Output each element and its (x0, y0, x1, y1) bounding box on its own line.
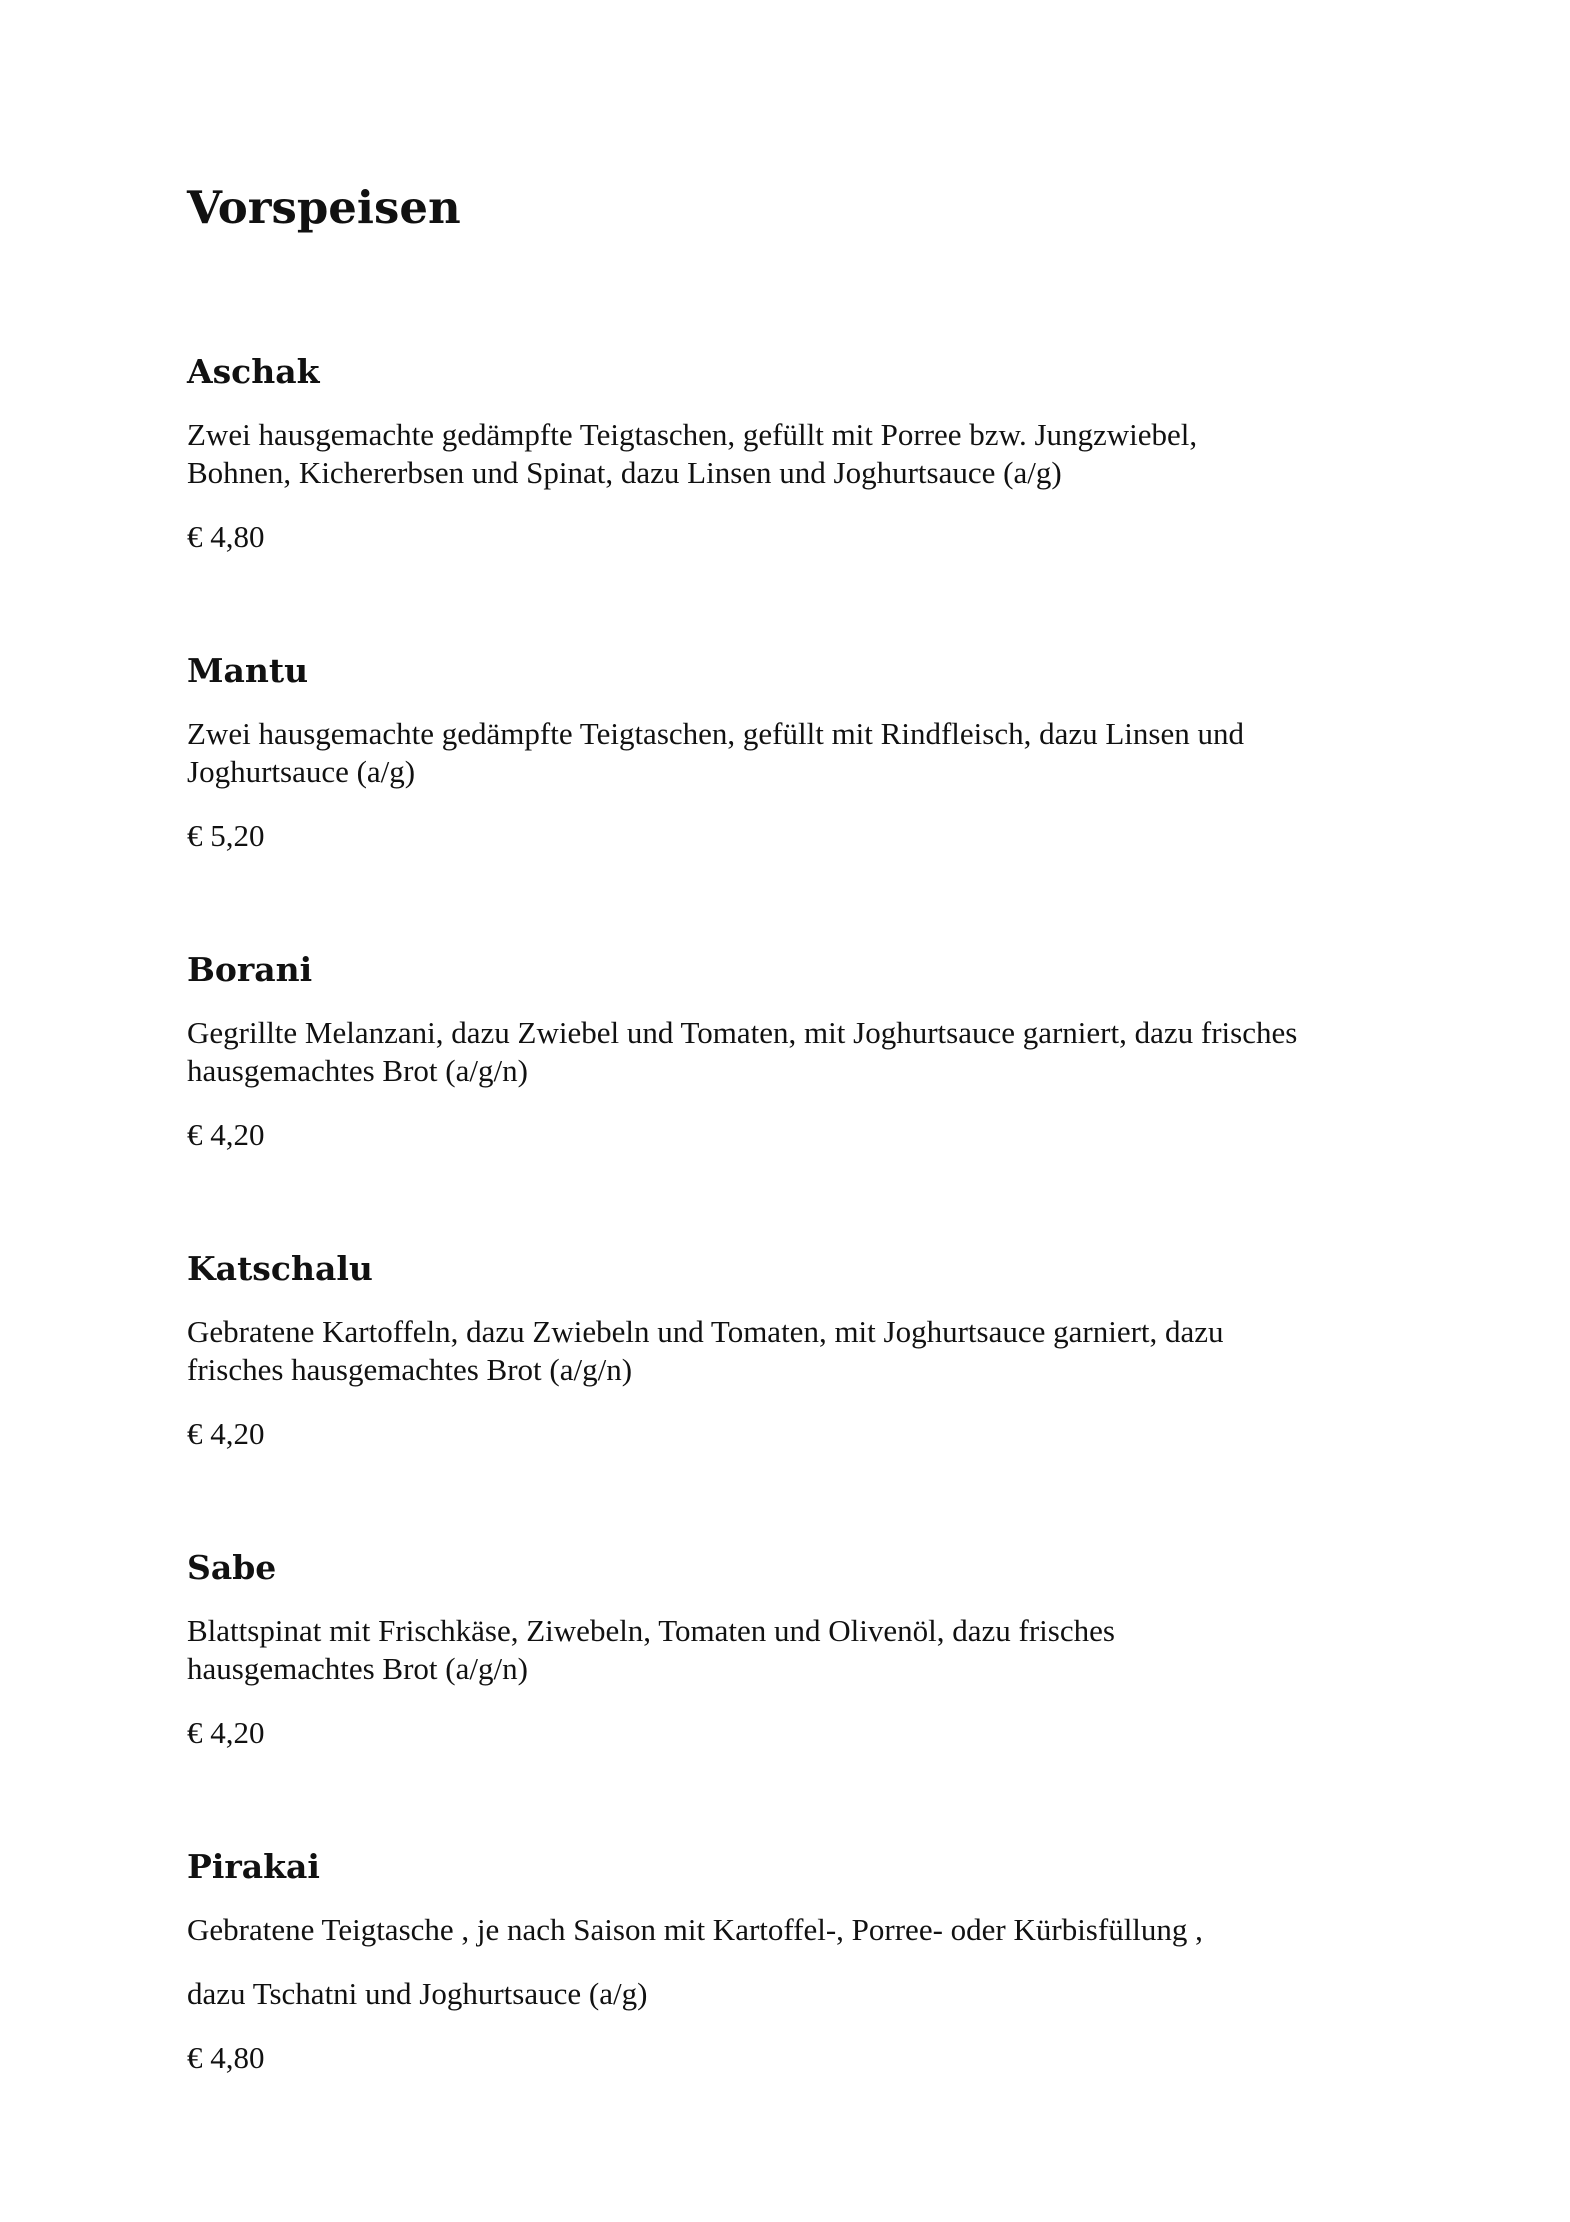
dish-name: Sabe (187, 1548, 277, 1587)
dish-description-line: Blattspinat mit Frischkäse, Ziwebeln, Tomaten und Olivenöl, dazu frisches (187, 1613, 1115, 1648)
dish-price: € 4,80 (187, 519, 265, 554)
dish-description (187, 1911, 1427, 2013)
dish-description-line: Zwei hausgemachte gedämpfte Teigtaschen, gefüllt mit Porree bzw. Jungzwiebel, (187, 417, 1198, 452)
dish-description-line: hausgemachtes Brot (a/g/n) (187, 1053, 528, 1088)
dish-name: Mantu (187, 651, 309, 690)
dish-borani (187, 948, 1427, 1154)
dish-description-line: dazu Tschatni und Joghurtsauce (a/g) (187, 1976, 648, 2011)
dish-price: € 4,20 (187, 1416, 265, 1451)
dish-aschak (187, 350, 1427, 556)
dish-name: Borani (187, 950, 313, 989)
dish-katschalu (187, 1247, 1427, 1453)
dish-description-line: Zwei hausgemachte gedämpfte Teigtaschen, gefüllt mit Rindfleisch, dazu Linsen und (187, 716, 1244, 751)
dish-description (187, 715, 1427, 791)
page-title: Vorspeisen (187, 181, 461, 234)
dish-description (187, 1612, 1427, 1688)
menu-page (187, 180, 1427, 2075)
dish-price: € 4,80 (187, 2040, 265, 2075)
dish-mantu (187, 649, 1427, 855)
dish-description-line: Gegrillte Melanzani, dazu Zwiebel und Tomaten, mit Joghurtsauce garniert, dazu frisches (187, 1015, 1298, 1050)
dish-price: € 5,20 (187, 818, 265, 853)
dish-description-line: hausgemachtes Brot (a/g/n) (187, 1651, 528, 1686)
dish-description-line: frisches hausgemachtes Brot (a/g/n) (187, 1352, 633, 1387)
dish-description-line: Gebratene Kartoffeln, dazu Zwiebeln und Tomaten, mit Joghurtsauce garniert, dazu (187, 1314, 1224, 1349)
dish-description (187, 416, 1427, 492)
dish-description (187, 1014, 1427, 1090)
dish-description-line: Joghurtsauce (a/g) (187, 754, 416, 789)
dish-name: Pirakai (187, 1847, 320, 1886)
dish-description-line: Bohnen, Kichererbsen und Spinat, dazu Linsen und Joghurtsauce (a/g) (187, 455, 1062, 490)
dish-name: Katschalu (187, 1249, 373, 1288)
dish-description (187, 1313, 1427, 1389)
dish-description-line: Gebratene Teigtasche , je nach Saison mit Kartoffel-, Porree- oder Kürbisfüllung , (187, 1912, 1203, 1947)
dish-price: € 4,20 (187, 1117, 265, 1152)
dish-sabe (187, 1546, 1427, 1752)
dish-price: € 4,20 (187, 1715, 265, 1750)
dish-name: Aschak (187, 352, 320, 391)
dish-pirakai (187, 1845, 1427, 2077)
